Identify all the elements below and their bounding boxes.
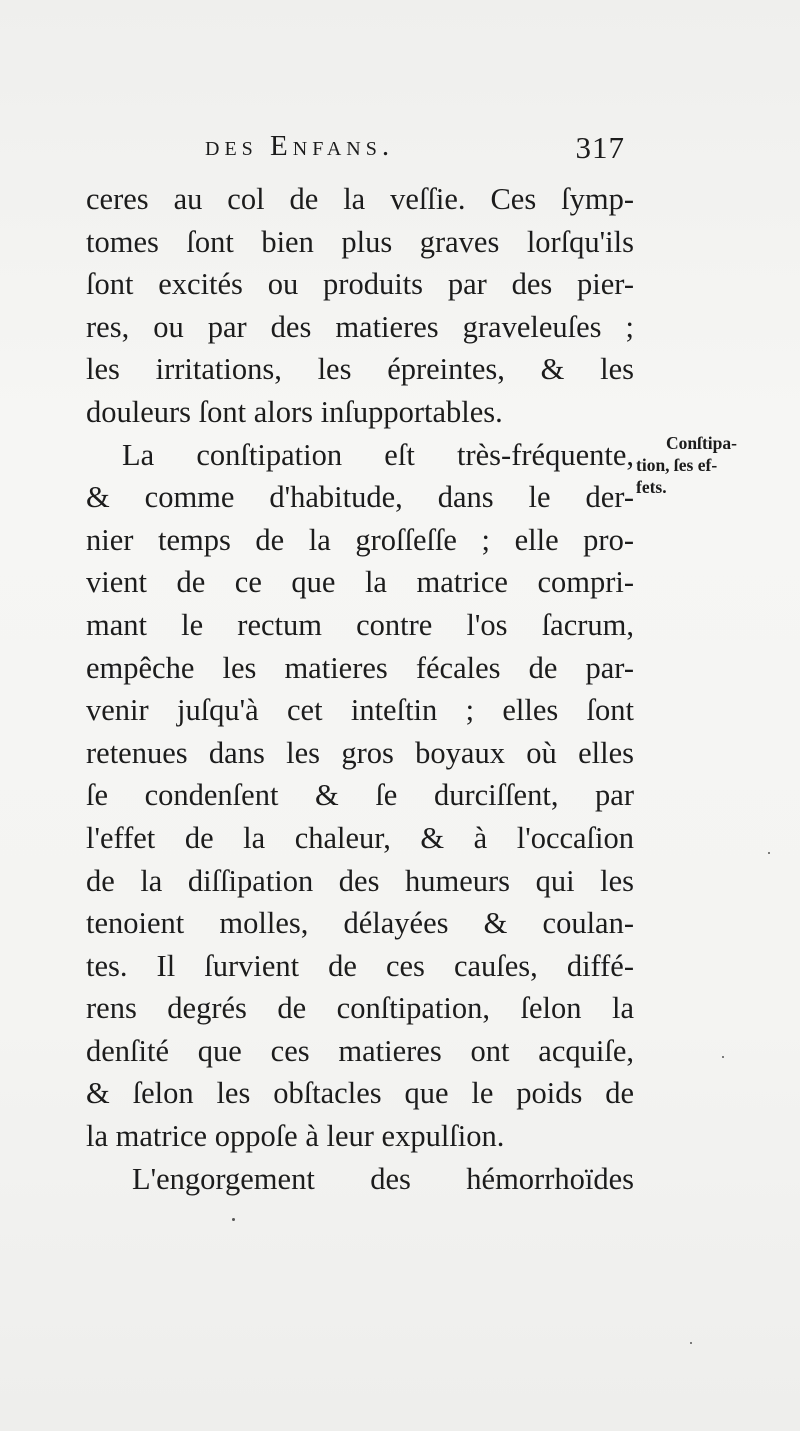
text-line: venir juſqu'à cet inteſtin ; elles ſont [86,693,634,728]
text-line: tenoient molles, délayées & coulan- [86,906,634,941]
text-line: tes. Il ſurvient de ces cauſes, diffé- [86,948,634,983]
text-line: & comme d'habitude, dans le der- [86,480,634,515]
page-header [205,130,625,170]
text-line: mant le rectum contre l'os ſacrum, [86,607,634,642]
text-line: empêche les matieres fécales de par- [86,650,634,685]
text-line: ſont excités ou produits par des pier- [86,267,634,302]
text-line: rens degrés de conſtipation, ſelon la [86,991,634,1026]
margin-note [636,432,766,498]
text-line: retenues dans les gros boyaux où elles [86,735,634,770]
paper-speck [232,1218,235,1221]
text-line: res, ou par des matieres graveleuſes ; [86,309,634,344]
page-number: 317 [575,130,625,165]
margin-note-line: Conſtipa- [666,433,737,453]
text-line: les irritations, les épreintes, & les [86,352,634,387]
text-line: la matrice oppoſe à leur expulſion. [86,1119,505,1154]
text-line: denſité que ces matieres ont acquiſe, [86,1033,634,1068]
text-line: L'engorgement des hémorrhoïdes [132,1161,634,1196]
text-line: nier temps de la groſſeſſe ; elle pro- [86,522,634,557]
body-text [86,178,634,1200]
text-line: ſe condenſent & ſe durciſſent, par [86,778,634,813]
text-line: de la diſſipation des humeurs qui les [86,863,634,898]
text-line: douleurs ſont alors inſupportables. [86,394,503,429]
paper-speck [690,1342,692,1344]
margin-note-line: tion, ſes ef- [636,455,718,475]
text-line: & ſelon les obſtacles que le poids de [86,1076,634,1111]
paper-speck [722,1056,724,1058]
text-line: La conſtipation eſt très-fréquente, [122,437,634,472]
text-line: tomes ſont bien plus graves lorſqu'ils [86,224,634,259]
paper-speck [768,852,770,854]
text-line: vient de ce que la matrice compri- [86,565,634,600]
running-head: des Enfans. [205,130,395,162]
margin-note-line: fets. [636,477,667,497]
text-line: l'effet de la chaleur, & à l'occaſion [86,820,634,855]
text-line: ceres au col de la veſſie. Ces ſymp- [86,182,634,216]
